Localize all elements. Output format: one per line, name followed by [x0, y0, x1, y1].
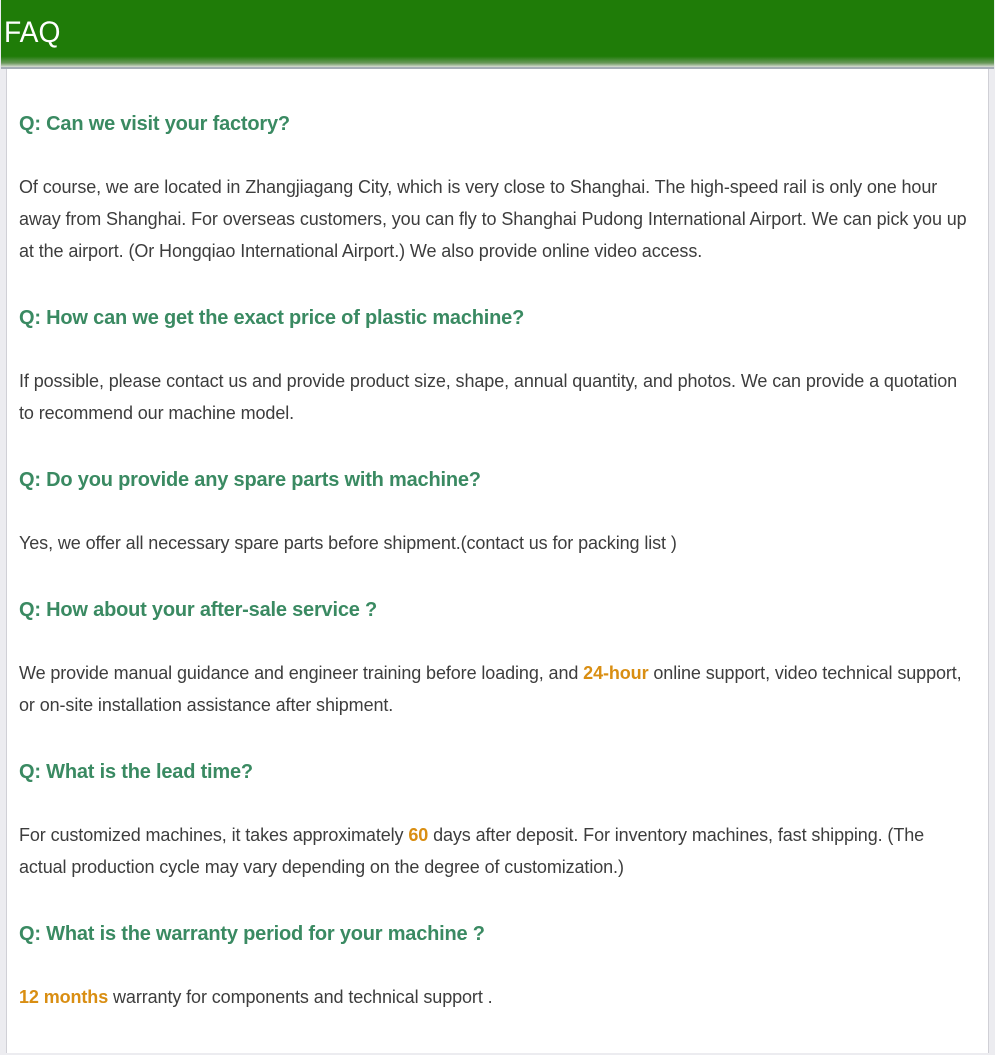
- faq-item: [19, 597, 976, 721]
- faq-item: [19, 111, 976, 267]
- section-title: FAQ: [4, 16, 61, 49]
- answer-text: If possible, please contact us and provide product size, shape, annual quantity, and photos. We can provide a quotation to recommend our machine model.: [19, 371, 958, 423]
- faq-question: Q: What is the warranty period for your machine ?: [19, 923, 485, 945]
- faq-answer: [19, 657, 976, 721]
- faq-question: Q: Do you provide any spare parts with machine?: [19, 469, 481, 491]
- faq-answer: [19, 981, 976, 1013]
- answer-text: warranty for components and technical support .: [108, 987, 493, 1007]
- faq-answer: [19, 365, 976, 429]
- faq-answer: [19, 819, 976, 883]
- faq-item: [19, 921, 976, 1013]
- faq-content: [6, 69, 989, 1053]
- faq-question: Q: How can we get the exact price of plastic machine?: [19, 307, 525, 329]
- answer-text: Yes, we offer all necessary spare parts before shipment.(contact us for packing list ): [19, 533, 677, 553]
- faq-question: Q: Can we visit your factory?: [19, 113, 290, 135]
- highlight-text: 60: [408, 825, 429, 845]
- faq-question: Q: What is the lead time?: [19, 761, 253, 783]
- highlight-text: 12 months: [19, 987, 109, 1007]
- answer-text: Of course, we are located in Zhangjiagang City, which is very close to Shanghai. The high-speed rail is only one hour away from Shanghai. For overseas customers, you can fly to Shanghai Pudong International Airport. We can pick you up at the airport. (Or Hongqiao International Airport.) We also provide online video access.: [19, 177, 967, 261]
- faq-question: Q: How about your after-sale service ?: [19, 599, 378, 621]
- faq-answer: [19, 171, 976, 267]
- answer-text: We provide manual guidance and engineer training before loading, and: [19, 663, 584, 683]
- answer-text: online support, video technical support, or on-site installation assistance after shipment.: [19, 663, 962, 715]
- answer-text: days after deposit. For inventory machines, fast shipping. (The actual production cycle may vary depending on the degree of customization.): [19, 825, 925, 877]
- answer-text: For customized machines, it takes approximately: [19, 825, 409, 845]
- highlight-text: 24-hour: [583, 663, 649, 683]
- faq-item: [19, 759, 976, 883]
- faq-item: [19, 305, 976, 429]
- faq-section-header: [1, 0, 994, 69]
- faq-item: [19, 467, 976, 559]
- faq-answer: [19, 527, 976, 559]
